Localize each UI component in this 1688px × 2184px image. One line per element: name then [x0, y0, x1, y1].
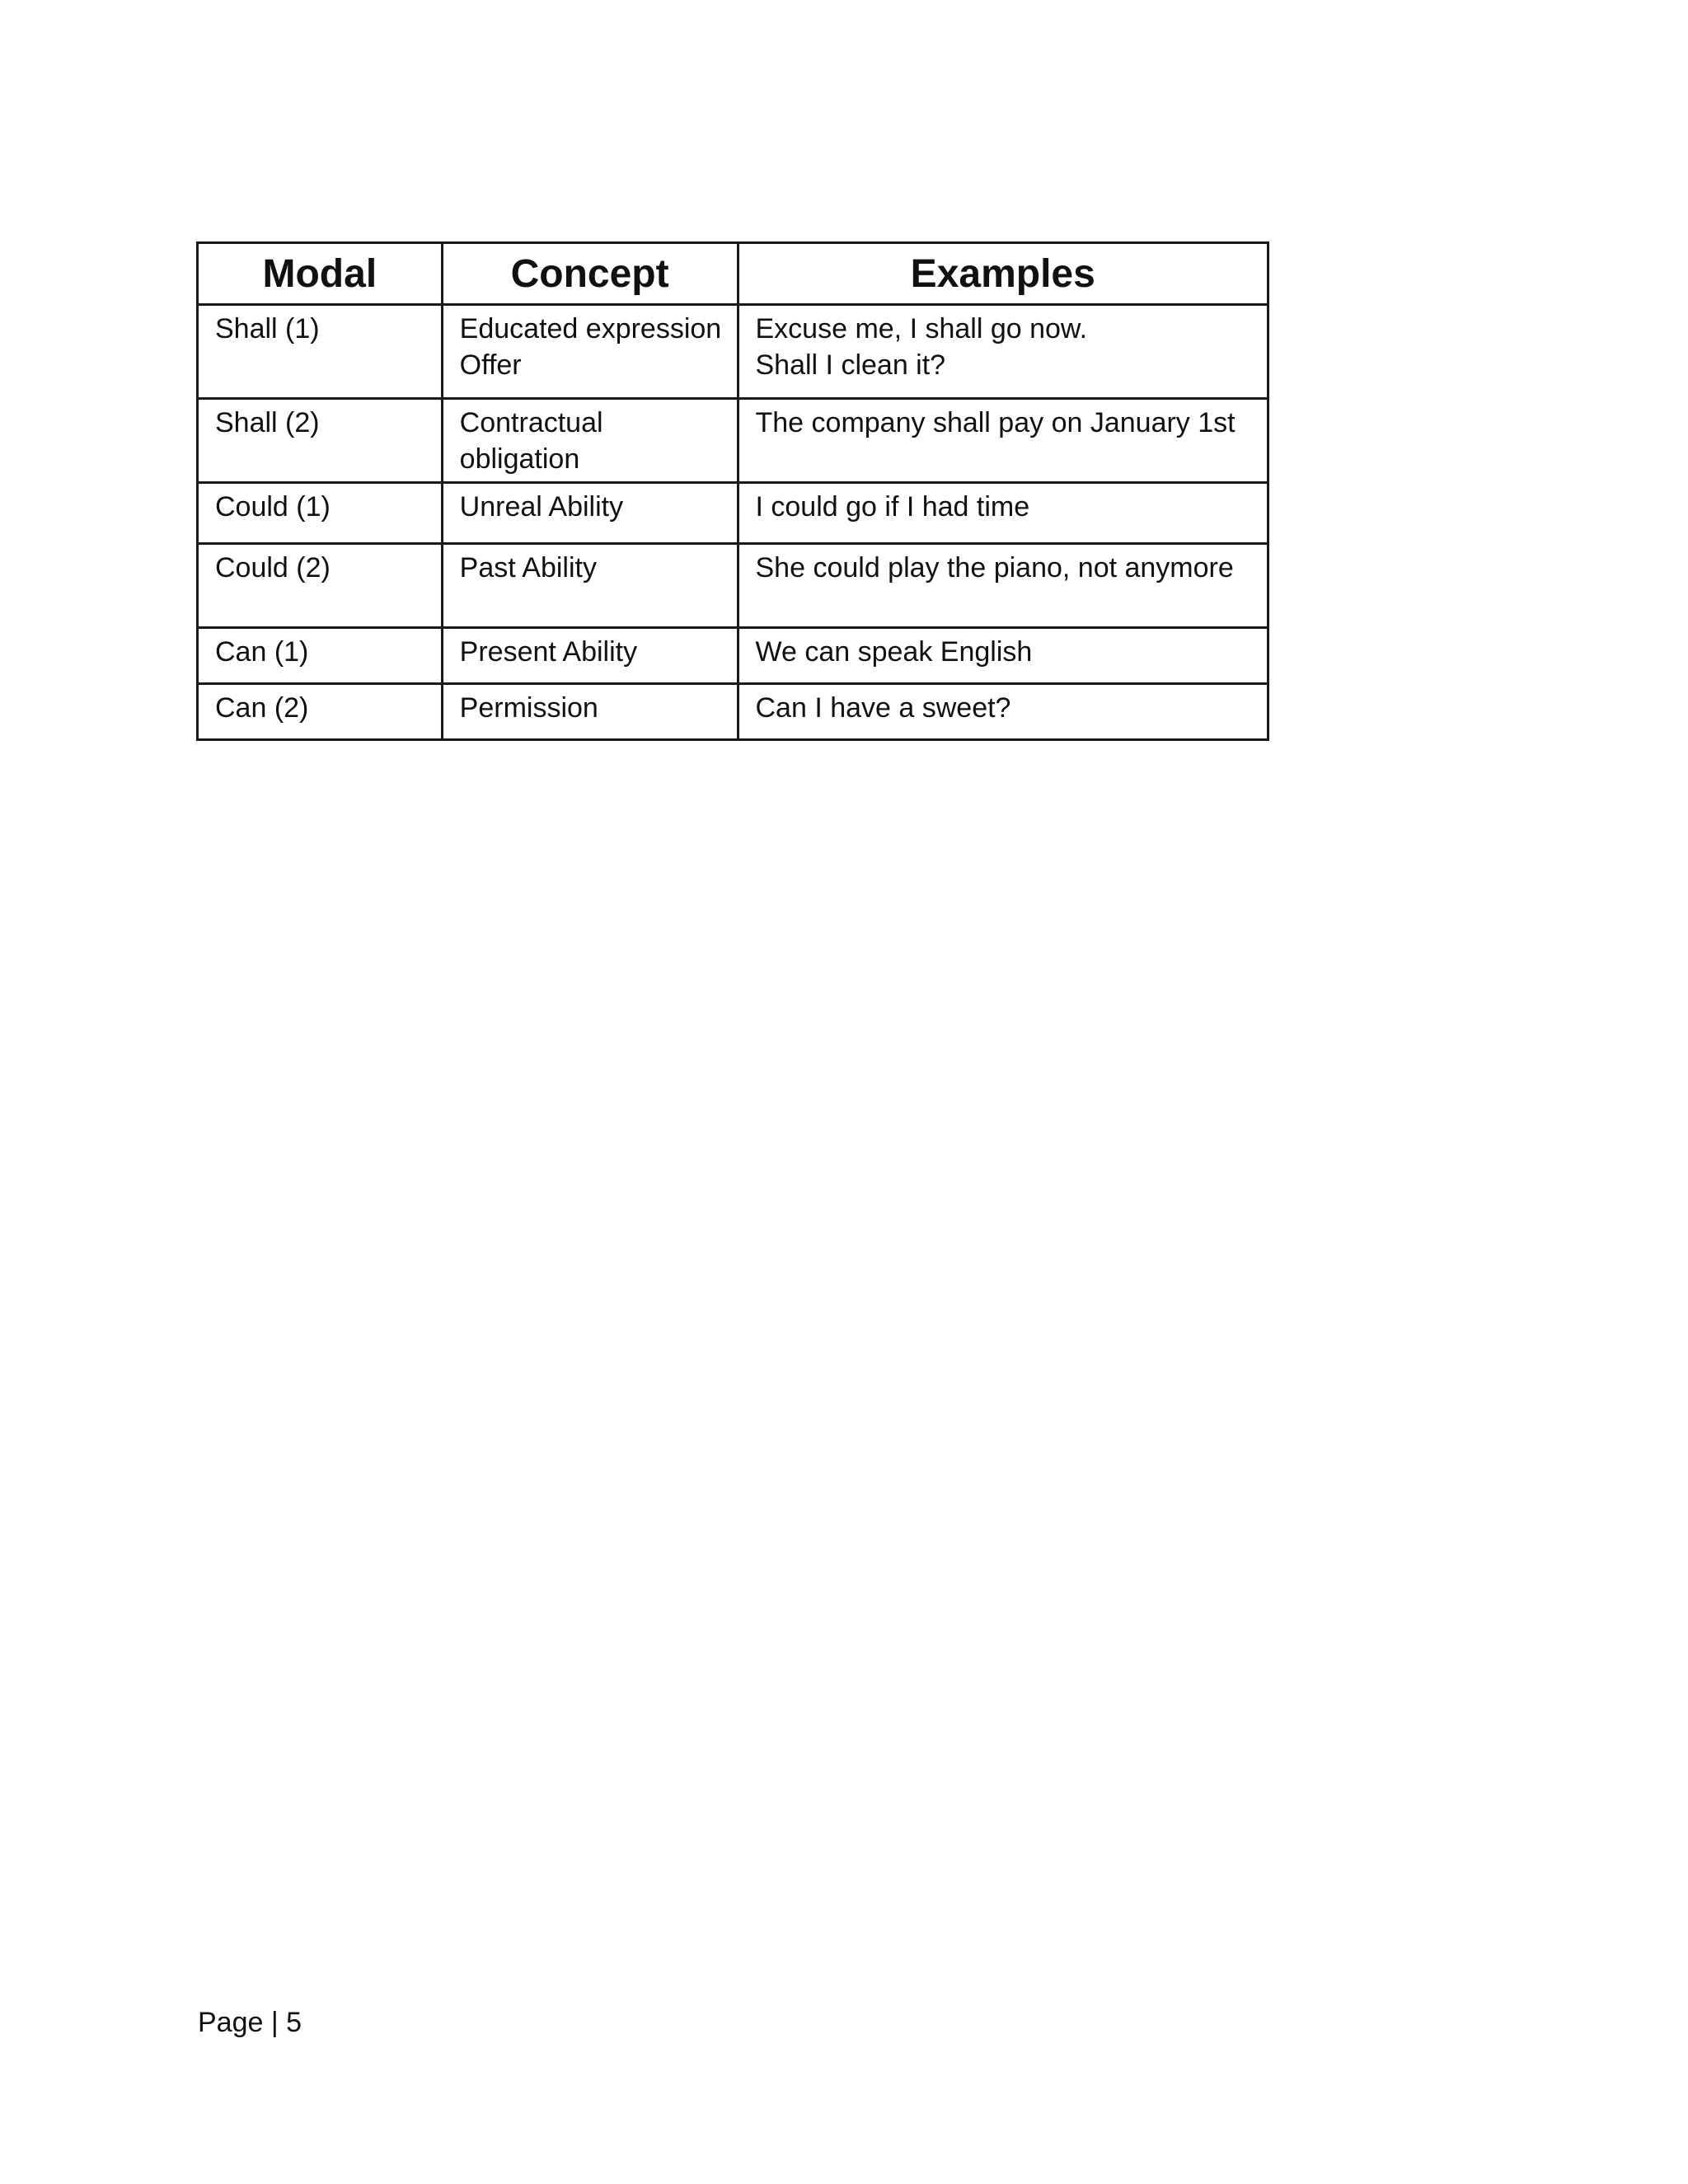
- modal-cell: [198, 399, 443, 483]
- concept-line: Contractual: [459, 407, 603, 438]
- table-row: [198, 399, 1268, 483]
- concept-cell: [442, 544, 738, 628]
- examples-cell: [738, 305, 1268, 399]
- concept-line: Offer: [459, 349, 522, 381]
- example-line: Can I have a sweet?: [755, 692, 1011, 724]
- table-row: [198, 544, 1268, 628]
- header-concept: Concept: [442, 243, 738, 305]
- concept-cell: [442, 399, 738, 483]
- modal-cell: [198, 483, 443, 544]
- concept-line: Educated expression: [459, 313, 722, 344]
- concept-cell: [442, 628, 738, 684]
- example-line: Excuse me, I shall go now.: [755, 313, 1088, 344]
- modal-text: Could (1): [215, 491, 331, 523]
- examples-cell: [738, 544, 1268, 628]
- modal-cell: [198, 305, 443, 399]
- concept-line: obligation: [459, 443, 580, 475]
- example-line: The company shall pay on January 1st: [755, 407, 1236, 438]
- concept-line: Present Ability: [459, 636, 638, 668]
- concept-cell: [442, 305, 738, 399]
- modal-text: Could (2): [215, 552, 331, 583]
- page-number: Page | 5: [198, 2007, 302, 2038]
- example-line: I could go if I had time: [755, 491, 1030, 523]
- concept-cell: [442, 483, 738, 544]
- table-row: [198, 305, 1268, 399]
- table-row: [198, 684, 1268, 740]
- table-row: [198, 628, 1268, 684]
- example-line: She could play the piano, not anymore: [755, 552, 1234, 583]
- concept-line: Unreal Ability: [459, 491, 624, 523]
- header-modal: Modal: [198, 243, 443, 305]
- example-line: We can speak English: [755, 636, 1033, 668]
- modal-cell: [198, 628, 443, 684]
- table-header-row: [198, 243, 1268, 305]
- modal-text: Shall (2): [215, 407, 320, 438]
- concept-line: Past Ability: [459, 552, 597, 583]
- examples-cell: [738, 483, 1268, 544]
- modal-text: Can (2): [215, 692, 309, 724]
- modal-text: Shall (1): [215, 313, 320, 344]
- modal-text: Can (1): [215, 636, 309, 668]
- modal-table: [196, 241, 1269, 741]
- examples-cell: [738, 628, 1268, 684]
- concept-cell: [442, 684, 738, 740]
- examples-cell: [738, 684, 1268, 740]
- example-line: Shall I clean it?: [755, 349, 946, 381]
- examples-cell: [738, 399, 1268, 483]
- modal-cell: [198, 544, 443, 628]
- concept-line: Permission: [459, 692, 598, 724]
- table-row: [198, 483, 1268, 544]
- header-examples: Examples: [738, 243, 1268, 305]
- modal-cell: [198, 684, 443, 740]
